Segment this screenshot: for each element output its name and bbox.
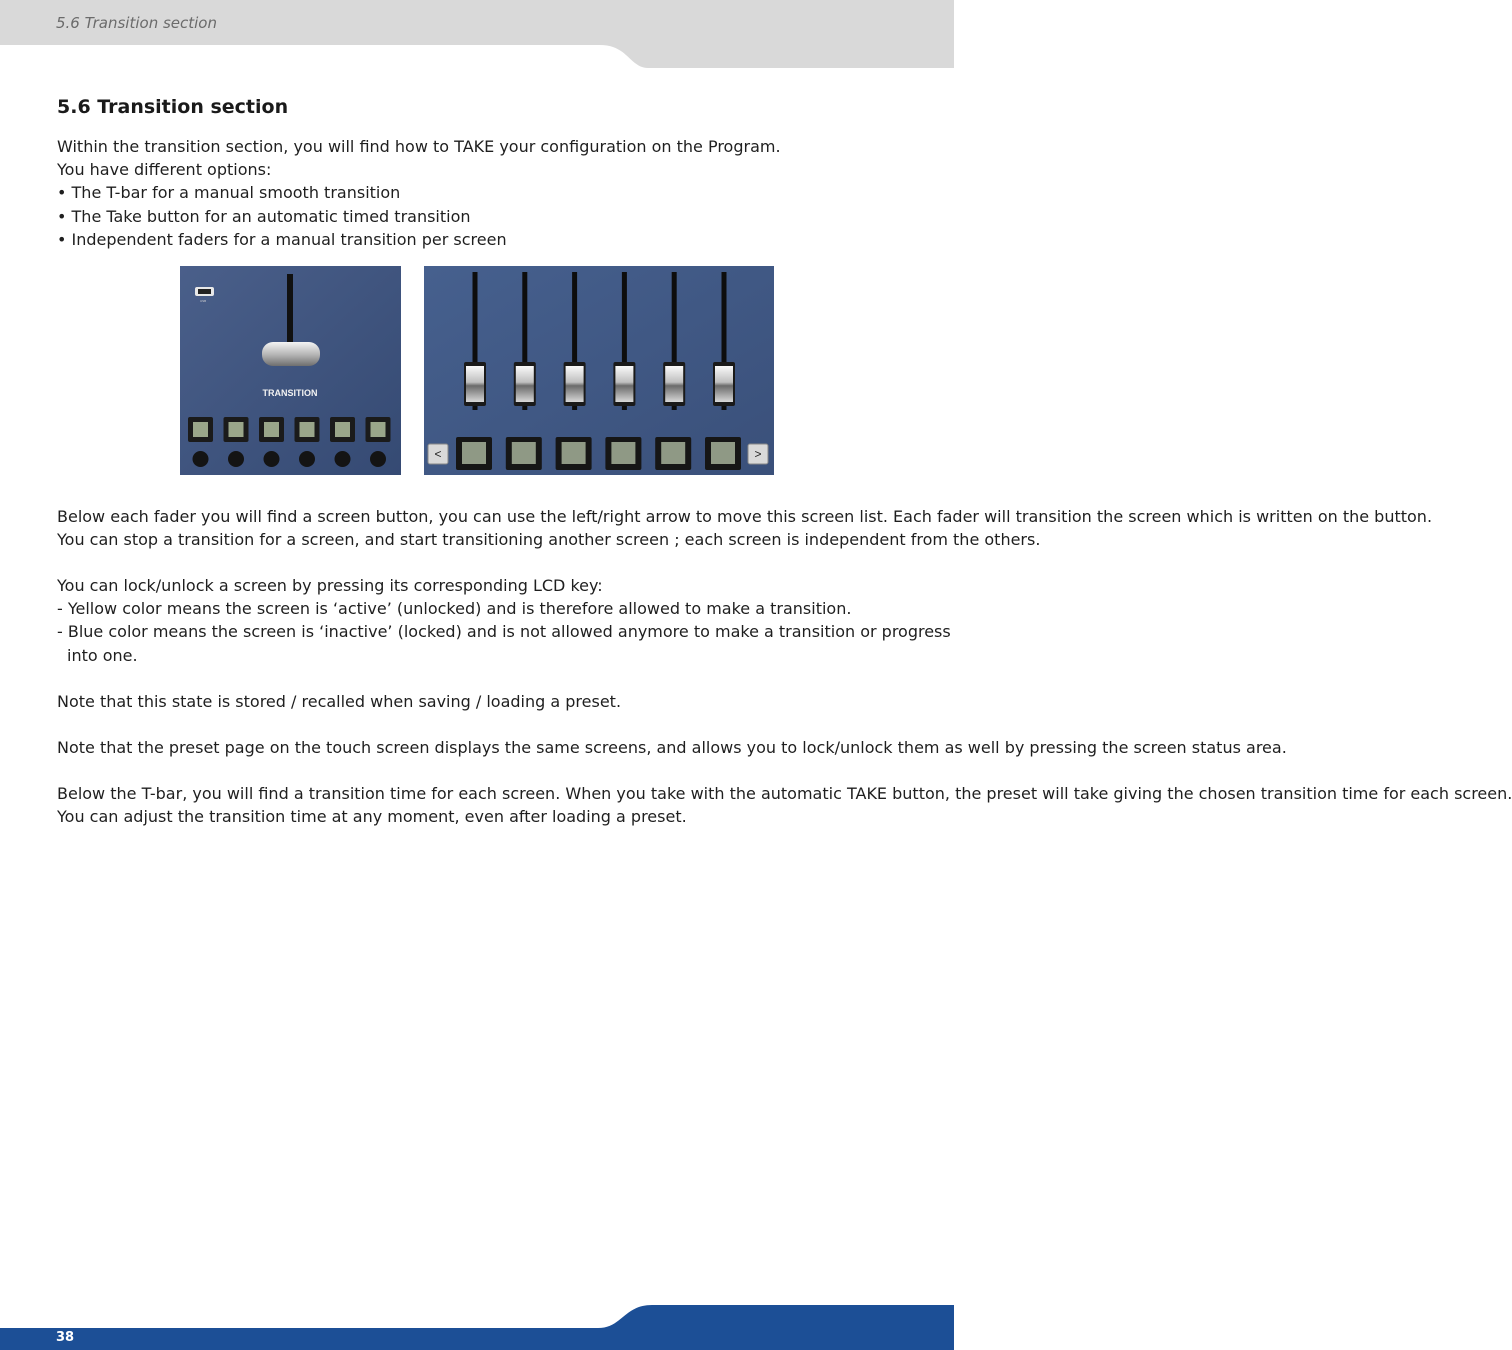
lcd-key [655, 437, 691, 470]
lcd-key [366, 417, 391, 442]
intro-text [57, 135, 897, 251]
bullet-item: • The T-bar for a manual smooth transition [57, 183, 401, 203]
lcd-key [456, 437, 492, 470]
faders-panel-photo [424, 266, 774, 475]
lcd-key [506, 437, 542, 470]
page-title: 5.6 Transition section [57, 96, 289, 118]
tbar-handle [262, 342, 320, 366]
intro-line: You have different options: [57, 160, 272, 180]
paragraph: Below each fader you will find a screen button, you can use the left/right arrow to move this screen list. Each fader will transition the screen which is written on the button. [57, 507, 1433, 526]
intro-line: Within the transition section, you will find how to TAKE your configuration on the Program. [57, 137, 781, 156]
lcd-key [556, 437, 592, 470]
lcd-key [188, 417, 213, 442]
lcd-key [259, 417, 284, 442]
lcd-key [330, 417, 355, 442]
paragraph: You can adjust the transition time at any moment, even after loading a preset. [57, 807, 687, 827]
time-knob [370, 451, 386, 467]
usb-port-icon [195, 287, 214, 296]
footer-bar [0, 1300, 954, 1350]
arrow-right-label: > [754, 447, 762, 461]
arrow-right-button [748, 444, 768, 464]
header-bar [0, 0, 954, 70]
lcd-key [705, 437, 741, 470]
time-knob [228, 451, 244, 467]
bullet-item: • The Take button for an automatic timed transition [57, 206, 471, 226]
usb-label: USB [200, 299, 207, 303]
time-knob [264, 451, 280, 467]
lcd-key [295, 417, 320, 442]
tbar-panel-photo [180, 266, 401, 475]
lcd-key [605, 437, 641, 470]
arrow-left-button [428, 444, 448, 464]
list-item: - Blue color means the screen is ‘inactive’ (locked) and is not allowed anymore to make a transition or progress [57, 622, 951, 642]
page-number: 38 [56, 1330, 75, 1345]
time-knob [193, 451, 209, 467]
paragraph: Note that this state is stored / recalled when saving / loading a preset. [57, 691, 622, 711]
paragraph: Below the T-bar, you will find a transition time for each screen. When you take with the automatic TAKE button, the preset will take giving the chosen transition time for each screen. [57, 784, 1512, 804]
paragraph: Note that the preset page on the touch screen displays the same screens, and allows you to lock/unlock them as well by pressing the screen status area. [57, 737, 1287, 757]
list-item-continuation: into one. [67, 645, 138, 665]
lcd-key [224, 417, 249, 442]
arrow-left-label: < [434, 447, 442, 461]
paragraph: You can lock/unlock a screen by pressing its corresponding LCD key: [57, 576, 603, 596]
bullet-item: • Independent faders for a manual transition per screen [57, 229, 507, 249]
tbar-label: TRANSITION [262, 388, 318, 398]
time-knob [299, 451, 315, 467]
time-knob [335, 451, 351, 467]
paragraph: You can stop a transition for a screen, and start transitioning another screen ; each screen is independent from the others. [57, 530, 1041, 550]
list-item: - Yellow color means the screen is ‘active’ (unlocked) and is therefore allowed to make a transition. [57, 599, 852, 619]
body-text [57, 505, 1512, 828]
header-section-label: 5.6 Transition section [56, 14, 217, 32]
